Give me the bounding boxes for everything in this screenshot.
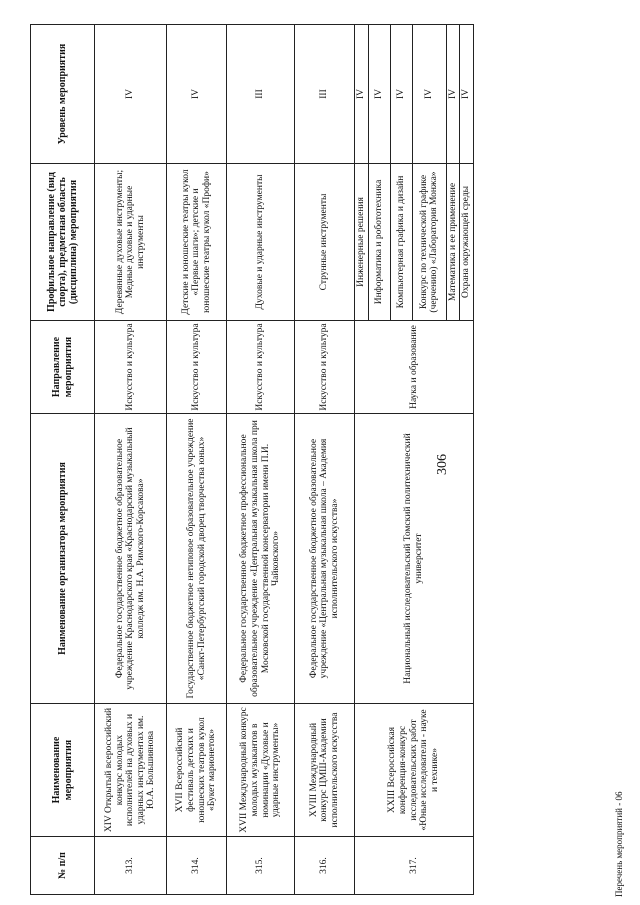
subrow-level: IV [446, 25, 460, 164]
row-event-name: XVIII Международный конкурс ЦМШ-Академии исполнительского искусства [295, 704, 355, 837]
subrow-level: IV [412, 25, 446, 164]
row-event-name: XIV Открытый всероссийский конкурс молодых исполнителей на духовых и ударных инструментах им. Ю.А. Большиянова [95, 704, 167, 837]
table-row [95, 25, 167, 895]
events-table [30, 24, 474, 895]
subrow-profile: Информатика и робототехника [368, 164, 390, 321]
row-level: IV [167, 25, 227, 164]
header-profile: Профильное направление (вид спорта), предметная область (дисциплина) мероприятия [31, 164, 95, 321]
subrow-level: IV [390, 25, 412, 164]
row-profile: Духовые и ударные инструменты [227, 164, 295, 321]
row-num: 313. [95, 837, 167, 895]
row-event-name: XVII Всероссийский фестиваль детских и юношеских театров кукол «Букет марионеток» [167, 704, 227, 837]
row-level: III [295, 25, 355, 164]
table-row [295, 25, 355, 895]
row-direction: Наука и образование [355, 321, 474, 414]
row-profile: Деревянные духовые инструменты; Медные духовые и ударные инструменты [95, 164, 167, 321]
subrow-level: IV [460, 25, 474, 164]
row-num: 316. [295, 837, 355, 895]
subrow-profile: Математика и ее применение [446, 164, 460, 321]
subrow-level: IV [368, 25, 390, 164]
row-organizer: Федеральное государственное бюджетное образовательное учреждение «Центральная музыкальная школа – Академия исполнительского искусства» [295, 414, 355, 704]
header-event-name: Наименование мероприятия [31, 704, 95, 837]
row-direction: Искусство и культура [295, 321, 355, 414]
subrow-level: IV [355, 25, 369, 164]
table-row [227, 25, 295, 895]
header-organizer: Наименование организатора мероприятия [31, 414, 95, 704]
header-direction: Направление мероприятия [31, 321, 95, 414]
row-organizer: Государственное бюджетное нетиповое образовательное учреждение «Санкт-Петербургский городской дворец творчества юных» [167, 414, 227, 704]
row-num: 314. [167, 837, 227, 895]
row-direction: Искусство и культура [95, 321, 167, 414]
row-organizer: Национальный исследовательский Томский политехнический университет [355, 414, 474, 704]
footer-caption: Перечень мероприятий - 06 [614, 791, 624, 897]
row-profile: Детские и юношеские театры кукол «Первые шаги»; детские и юношеские театры кукол «Профи» [167, 164, 227, 321]
subrow-profile: Конкурс по технической графике (черчению) «Лаборатория Монжа» [412, 164, 446, 321]
table-row [355, 25, 369, 895]
row-event-name: XXIII Всероссийская конференция-конкурс исследовательских работ «Юные исследователи - науке и технике» [355, 704, 474, 837]
table-row [167, 25, 227, 895]
header-level: Уровень мероприятия [31, 25, 95, 164]
row-event-name: XVII Международный конкурс молодых музыкантов в номинации «Духовые и ударные инструменты» [227, 704, 295, 837]
subrow-profile: Охрана окружающей среды [460, 164, 474, 321]
header-row [31, 25, 95, 895]
row-direction: Искусство и культура [167, 321, 227, 414]
header-num: № п/п [31, 837, 95, 895]
row-direction: Искусство и культура [227, 321, 295, 414]
subrow-profile: Компьютерная графика и дизайн [390, 164, 412, 321]
page-number: 306 [435, 454, 450, 475]
row-profile: Струнные инструменты [295, 164, 355, 321]
row-level: IV [95, 25, 167, 164]
subrow-profile: Инженерные решения [355, 164, 369, 321]
row-num: 315. [227, 837, 295, 895]
row-level: III [227, 25, 295, 164]
row-organizer: Федеральное государственное бюджетное образовательное учреждение Краснодарского края «Краснодарский музыкальный колледж им. Н.А. Римского-Корсакова» [95, 414, 167, 704]
row-organizer: Федеральное государственное бюджетное профессиональное образовательное учреждение «Центральная музыкальная школа при Московской государственной консерватории имени П.И. Чайковского» [227, 414, 295, 704]
row-num: 317. [355, 837, 474, 895]
